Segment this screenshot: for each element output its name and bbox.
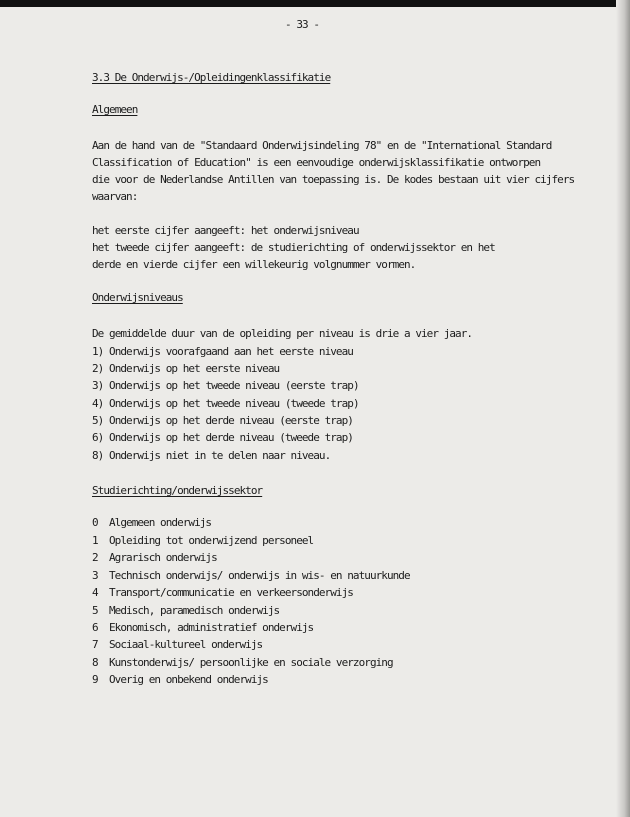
scan-right-edge bbox=[616, 0, 630, 817]
paragraph-line: Classification of Education" is een eenvoudige onderwijsklassifikatie ontworpen bbox=[92, 156, 541, 169]
niveaus-intro: De gemiddelde duur van de opleiding per niveau is drie a vier jaar. bbox=[92, 327, 473, 340]
niveau-item: 2) Onderwijs op het eerste niveau bbox=[92, 362, 280, 375]
sektor-code: 6 bbox=[92, 621, 98, 634]
sektor-item bbox=[92, 551, 217, 565]
sektor-item bbox=[92, 638, 262, 652]
sektor-code: 5 bbox=[92, 604, 98, 617]
algemeen-heading: Algemeen bbox=[92, 103, 138, 116]
sektor-label: Transport/communicatie en verkeersonderwijs bbox=[109, 586, 353, 599]
sektor-item bbox=[92, 586, 353, 600]
sektor-code: 2 bbox=[92, 551, 98, 564]
sektor-code: 1 bbox=[92, 534, 98, 547]
paragraph-line: waarvan: bbox=[92, 190, 138, 203]
paragraph-line: Aan de hand van de "Standaard Onderwijsindeling 78" en de "International Standard bbox=[92, 139, 552, 152]
sektor-code: 9 bbox=[92, 673, 98, 686]
sektor-label: Algemeen onderwijs bbox=[109, 516, 212, 529]
sektor-label: Opleiding tot onderwijzend personeel bbox=[109, 534, 314, 547]
sektor-label: Medisch, paramedisch onderwijs bbox=[109, 604, 280, 617]
sektor-item bbox=[92, 569, 410, 583]
paragraph-line: die voor de Nederlandse Antillen van toepassing is. De kodes bestaan uit vier cijfers bbox=[92, 173, 575, 186]
sektor-code: 8 bbox=[92, 656, 98, 669]
niveau-item: 1) Onderwijs voorafgaand aan het eerste niveau bbox=[92, 345, 353, 358]
sektor-item bbox=[92, 516, 211, 530]
niveau-item: 6) Onderwijs op het derde niveau (tweede trap) bbox=[92, 431, 353, 444]
sektor-label: Kunstonderwijs/ persoonlijke en sociale verzorging bbox=[109, 656, 393, 669]
sektor-item bbox=[92, 656, 393, 670]
page-number: - 33 - bbox=[285, 18, 320, 31]
niveau-item: 4) Onderwijs op het tweede niveau (tweede trap) bbox=[92, 397, 359, 410]
niveau-item: 3) Onderwijs op het tweede niveau (eerste trap) bbox=[92, 379, 359, 392]
sektor-code: 7 bbox=[92, 638, 98, 651]
digit-description: derde en vierde cijfer een willekeurig volgnummer vormen. bbox=[92, 258, 416, 271]
sektor-label: Overig en onbekend onderwijs bbox=[109, 673, 268, 686]
niveaus-heading: Onderwijsniveaus bbox=[92, 291, 183, 304]
sektor-label: Sociaal-kultureel onderwijs bbox=[109, 638, 263, 651]
sektor-code: 3 bbox=[92, 569, 98, 582]
sektoren-heading: Studierichting/onderwijssektor bbox=[92, 484, 263, 497]
sektor-label: Ekonomisch, administratief onderwijs bbox=[109, 621, 314, 634]
niveau-item: 5) Onderwijs op het derde niveau (eerste trap) bbox=[92, 414, 353, 427]
sektor-item bbox=[92, 621, 313, 635]
digit-description: het eerste cijfer aangeeft: het onderwijsniveau bbox=[92, 224, 359, 237]
sektor-code: 0 bbox=[92, 516, 98, 529]
digit-description: het tweede cijfer aangeeft: de studierichting of onderwijssektor en het bbox=[92, 241, 495, 254]
niveau-item: 8) Onderwijs niet in te delen naar niveau. bbox=[92, 449, 331, 462]
scan-top-edge bbox=[0, 0, 630, 7]
sektor-item bbox=[92, 673, 268, 687]
sektor-item bbox=[92, 604, 279, 618]
sektor-item bbox=[92, 534, 313, 548]
sektor-label: Technisch onderwijs/ onderwijs in wis- en natuurkunde bbox=[109, 569, 410, 582]
sektor-code: 4 bbox=[92, 586, 98, 599]
section-title: 3.3 De Onderwijs-/Opleidingenklassifikatie bbox=[92, 71, 331, 84]
sektor-label: Agrarisch onderwijs bbox=[109, 551, 217, 564]
